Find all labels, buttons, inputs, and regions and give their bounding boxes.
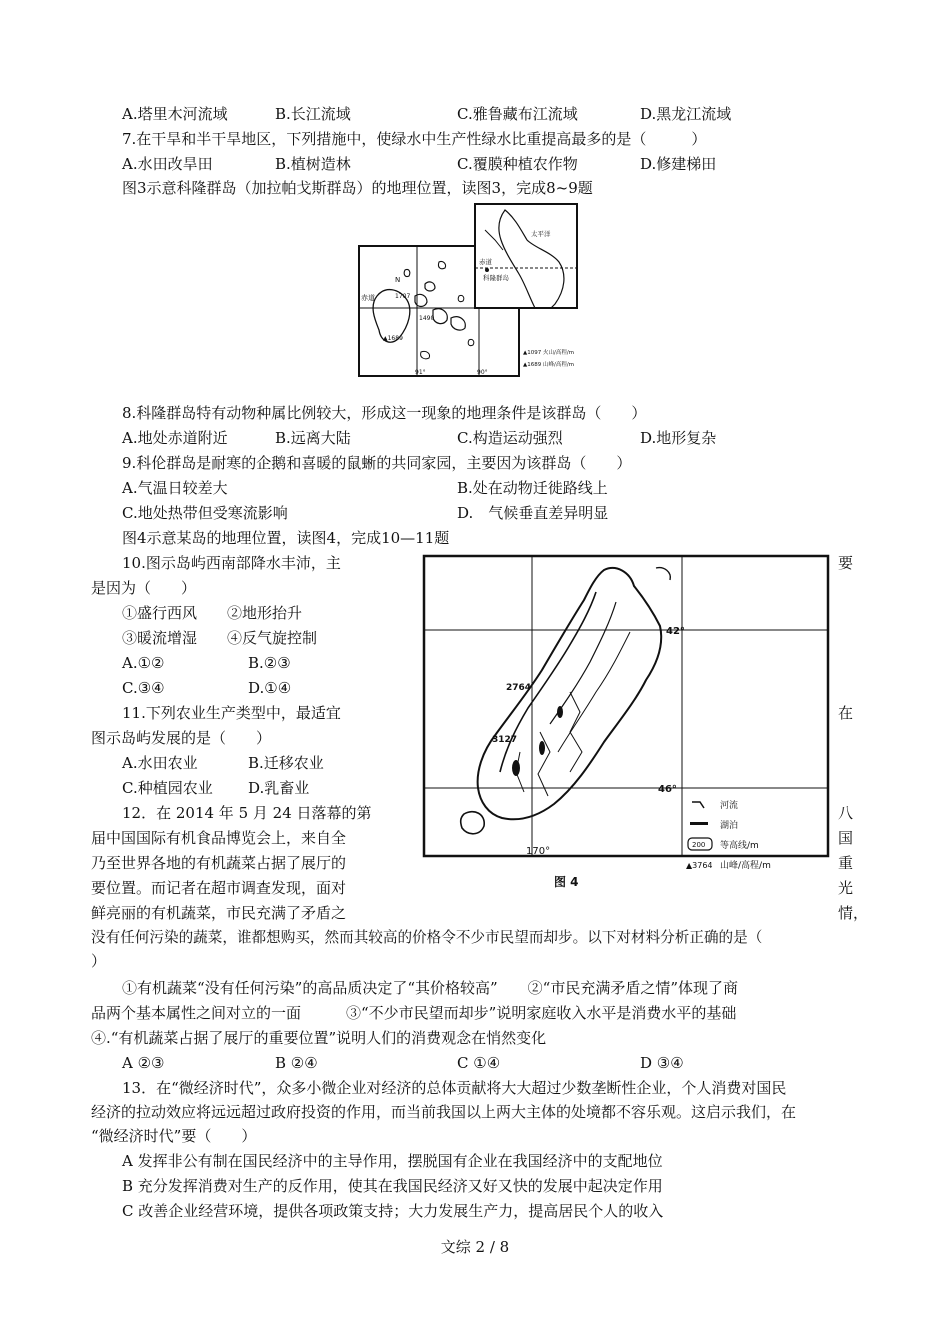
fig4-peak-2764: 2764: [506, 683, 532, 693]
fig3-lon-90: 90°: [477, 369, 488, 376]
fig3-inset-label-1: 太平洋: [531, 230, 551, 238]
q11-option-a: A.水田农业: [122, 754, 198, 772]
fig3-legend-peak: ▲1689 山峰/高程/m: [523, 362, 575, 368]
q9-option-a: A.气温日较差大: [122, 479, 228, 497]
q6-option-b: B.长江流域: [275, 105, 351, 123]
q11-option-d: D.乳畜业: [248, 779, 310, 797]
fig4-legend-peak: 山峰/高程/m: [720, 861, 771, 871]
q12-line2: 届中国国际有机食品博览会上，来自全: [91, 829, 347, 847]
q7-option-c: C.覆膜种植农作物: [457, 155, 578, 173]
q12-line1: 12．在 2014 年 5 月 24 日落幕的第: [122, 804, 372, 822]
q10-stem-line2: 是因为（ ）: [91, 579, 197, 597]
q6-option-c: C.雅鲁藏布江流域: [457, 105, 578, 123]
q12-statement-3: ④.“有机蔬菜占据了展厅的重要位置”说明人们的消费观念在悄然变化: [91, 1029, 547, 1047]
q12-option-b: B ②④: [275, 1054, 318, 1072]
q9-option-c: C.地处热带但受寒流影响: [122, 504, 288, 522]
fig4-intro: 图4示意某岛的地理位置，读图4，完成10—11题: [122, 529, 450, 547]
fig4-legend-river: 河流: [720, 801, 739, 811]
q9-stem: 9.科伦群岛是耐寒的企鹅和喜暖的鼠蜥的共同家园，主要因为该群岛（ ）: [122, 454, 632, 472]
figure-3-galapagos-map: [355, 200, 585, 378]
fig3-intro: 图3示意科隆群岛（加拉帕戈斯群岛）的地理位置，读图3，完成8~9题: [122, 179, 593, 197]
fig4-legend-lake: 湖泊: [720, 821, 739, 831]
fig3-lon-91: 91°: [415, 369, 426, 376]
q8-option-a: A.地处赤道附近: [122, 429, 228, 447]
q10-option-a: A.①②: [122, 654, 165, 672]
q12-line6: 没有任何污染的蔬菜，谁都想购买，然而其较高的价格令不少市民望而却步。以下对材料分析正确的是（: [91, 929, 763, 946]
fig4-lat-46: 46°: [658, 784, 677, 795]
figure-4-island-map: [420, 552, 832, 892]
q13-option-a: A 发挥非公有制在国民经济中的主导作用，摆脱国有企业在我国经济中的支配地位: [122, 1152, 663, 1170]
q12-line4-tail: 光: [838, 879, 854, 897]
q11-option-c: C.种植园农业: [122, 779, 213, 797]
fig3-legend-volcano: ▲1097 火山/高程/m: [523, 350, 575, 356]
fig3-peak-1689: ▲1689: [383, 335, 403, 342]
q12-line7: ）: [91, 952, 107, 970]
q7-option-d: D.修建梯田: [640, 155, 717, 173]
q13-line2: 经济的拉动效应将远远超过政府投资的作用，而当前我国以上两大主体的处境都不容乐观。这启示我们，在: [91, 1103, 797, 1121]
q9-option-d: D. 气候垂直差异明显: [457, 504, 609, 522]
q10-option-c: C.③④: [122, 679, 165, 697]
q8-option-d: D.地形复杂: [640, 429, 717, 447]
q7-stem: 7.在干旱和半干旱地区，下列措施中，使绿水中生产性绿水比重提高最多的是（ ）: [122, 130, 707, 148]
fig4-caption: 图 4: [554, 875, 579, 889]
q10-option-b: B.②③: [248, 654, 291, 672]
fig4-legend-200: 200: [692, 841, 706, 849]
q12-option-c: C ①④: [457, 1054, 501, 1072]
q12-statement-2: 品两个基本属性之间对立的一面 ③“不少市民望而却步”说明家庭收入水平是消费水平的基础: [91, 1004, 737, 1022]
q10-option-d: D.①④: [248, 679, 292, 697]
fig3-inset-label-2: 科隆群岛: [483, 274, 509, 282]
fig4-peak-3127: 3127: [492, 735, 518, 745]
q11-stem-line1: 11.下列农业生产类型中，最适宜: [122, 704, 341, 722]
q12-option-a: A ②③: [122, 1054, 165, 1072]
q12-line5: 鲜亮丽的有机蔬菜，市民充满了矛盾之: [91, 904, 347, 922]
q12-line5-tail: 情，: [838, 904, 869, 922]
q10-choices-1: ①盛行西风 ②地形抬升: [122, 604, 303, 622]
q12-line1-tail: 八: [838, 804, 854, 822]
fig4-lat-42: 42°: [666, 626, 685, 637]
q10-stem-tail: 要: [838, 554, 854, 572]
q8-option-b: B.远离大陆: [275, 429, 351, 447]
q12-statement-1: ①有机蔬菜“没有任何污染”的高品质决定了“其价格较高” ②“市民充满矛盾之情”体现了商: [122, 979, 739, 997]
q13-line3: “微经济时代”要（ ）: [91, 1127, 257, 1145]
q12-option-d: D ③④: [640, 1054, 684, 1072]
q12-line3: 乃至世界各地的有机蔬菜占据了展厅的: [91, 854, 347, 872]
fig4-legend-peak-sample: ▲3764: [686, 861, 713, 870]
q11-stem-tail: 在: [838, 704, 854, 722]
q7-option-b: B.植树造林: [275, 155, 351, 173]
q13-option-b: B 充分发挥消费对生产的反作用，使其在我国民经济又好又快的发展中起决定作用: [122, 1177, 663, 1195]
q12-line3-tail: 重: [838, 854, 854, 872]
q10-stem-line1: 10.图示岛屿西南部降水丰沛，主: [122, 554, 341, 572]
q13-line1: 13．在“微经济时代”，众多小微企业对经济的总体贡献将大大超过少数垄断性企业，个人消费对国民: [122, 1079, 787, 1097]
fig3-equator-label: 赤道: [361, 294, 375, 302]
q6-option-d: D.黑龙江流域: [640, 105, 732, 123]
fig3-north-label: N: [395, 276, 401, 284]
q12-line4: 要位置。而记者在超市调查发现，面对: [91, 879, 347, 897]
q13-option-c: C 改善企业经营环境，提供各项政策支持；大力发展生产力，提高居民个人的收入: [122, 1202, 664, 1220]
q10-choices-2: ③暖流增湿 ④反气旋控制: [122, 629, 318, 647]
q8-stem: 8.科隆群岛特有动物种属比例较大，形成这一现象的地理条件是该群岛（ ）: [122, 404, 647, 422]
q6-option-a: A.塔里木河流域: [122, 105, 228, 123]
fig3-peak-1490: 1490: [419, 315, 435, 322]
page-footer: 文综 2 / 8: [440, 1238, 510, 1256]
q9-option-b: B.处在动物迁徙路线上: [457, 479, 608, 497]
fig3-inset-label-3: 赤道: [479, 258, 492, 266]
q11-stem-line2: 图示岛屿发展的是（ ）: [91, 729, 272, 747]
fig4-lon-170: 170°: [526, 846, 551, 857]
q11-option-b: B.迁移农业: [248, 754, 324, 772]
q7-option-a: A.水田改旱田: [122, 155, 213, 173]
fig3-peak-1707: 1707: [395, 293, 411, 300]
q12-line2-tail: 国: [838, 829, 854, 847]
q8-option-c: C.构造运动强烈: [457, 429, 563, 447]
fig4-legend-contour: 等高线/m: [720, 841, 759, 851]
